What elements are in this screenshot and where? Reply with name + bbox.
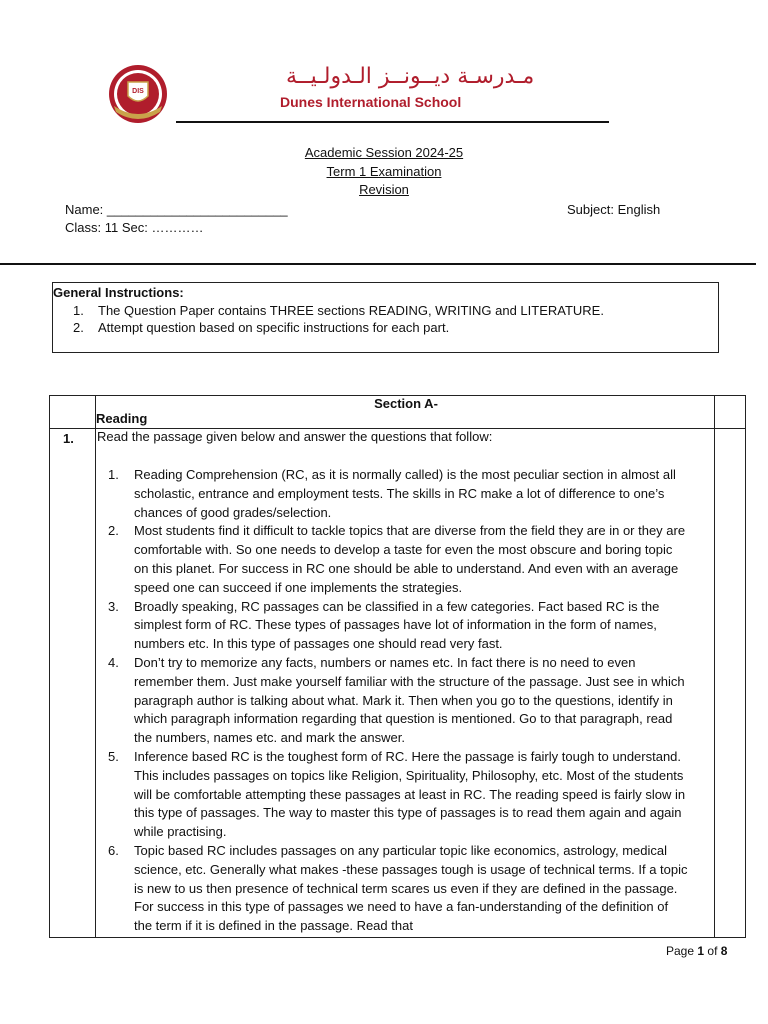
question-intro: Read the passage given below and answer the questions that follow: bbox=[97, 429, 493, 444]
passage-paragraph: 3. Broadly speaking, RC passages can be classified in a few categories. Fact based RC is the simplest form of RC. These types of passages have lot of information in the form of names, numbers etc. In this type of passages one should read very fast. bbox=[108, 598, 660, 652]
school-name-arabic: مـدرسـة ديــونــز الـدولـيــة bbox=[286, 64, 535, 89]
section-title: Section A- bbox=[374, 396, 438, 411]
passage-paragraph: 6. Topic based RC includes passages on any particular topic like economics, astrology, medical science, etc. Generally what makes -these passages tough is usage of technical terms. If a topic is new to us then presence of technical term scares us even if they are defined in the passage. For success in this type of passages we need to have a fan-understanding of the definition of the term if it is defined in the passage. Read that bbox=[108, 842, 688, 934]
question-number: 1. bbox=[63, 431, 74, 446]
passage-paragraphs bbox=[108, 466, 688, 936]
passage-paragraph: 4. Don’t try to memorize any facts, numbers or names etc. In fact there is no need to even remember them. Just make yourself familiar with the structure of the passage. Just see in which paragraph author is talking about what. Mark it. Then when you go to the questions, identify in which paragraph information regarding that question is mentioned. Go to that paragraph, read the numbers, names etc. and mark the answer. bbox=[108, 654, 685, 746]
section-subtitle: Reading bbox=[96, 411, 148, 426]
table-column-divider bbox=[95, 396, 96, 937]
logo-text: DIS bbox=[132, 88, 144, 95]
passage-paragraph: 5. Inference based RC is the toughest form of RC. Here the passage is fairly tough to understand. This includes passages on topics like Religion, Spirituality, Philosophy, etc. Most of the students will be comfortable attempting these passages at least in RC. The reading speed is fairly slow in this type of passages. The way to master this type of passages is to read them again and again while practising. bbox=[108, 748, 686, 840]
name-field: Name: _________________________ bbox=[65, 202, 288, 217]
class-field: Class: 11 Sec: ………… bbox=[65, 220, 204, 235]
school-name: Dunes International School bbox=[280, 94, 462, 110]
section-heading bbox=[96, 396, 716, 426]
exam-heading bbox=[0, 144, 768, 200]
table-column-divider bbox=[714, 396, 715, 937]
page-number: Page 1 of 8 bbox=[666, 944, 728, 958]
passage-paragraph: 2. Most students find it difficult to tackle topics that are diverse from the field they are in or they are comfortable with. So one needs to develop a taste for even the most obscure and boring topic on this planet. For success in RC one should be able to understand. And even with an average speed one can succeed if one implements the strategies. bbox=[108, 523, 686, 595]
general-instructions-box bbox=[52, 282, 719, 353]
section-a-table bbox=[49, 395, 746, 938]
instruction-item: 2. Attempt question based on specific instructions for each part. bbox=[73, 320, 450, 335]
instructions-list bbox=[73, 302, 604, 336]
passage-paragraph: 1. Reading Comprehension (RC, as it is normally called) is the most peculiar section in almost all scholastic, entrance and employment tests. The skills in RC make a lot of difference to one’s chances of good grades/selection. bbox=[108, 467, 676, 520]
academic-session: Academic Session 2024-25 bbox=[304, 145, 464, 160]
page-divider bbox=[0, 263, 756, 265]
header-divider bbox=[176, 121, 609, 123]
instruction-item: 1. The Question Paper contains THREE sections READING, WRITING and LITERATURE. bbox=[73, 303, 604, 318]
subject-label: Subject: English bbox=[567, 202, 661, 217]
school-crest-logo bbox=[106, 62, 170, 126]
exam-type: Revision bbox=[359, 182, 409, 197]
instructions-title: General Instructions: bbox=[53, 285, 184, 300]
exam-title: Term 1 Examination bbox=[326, 163, 442, 179]
